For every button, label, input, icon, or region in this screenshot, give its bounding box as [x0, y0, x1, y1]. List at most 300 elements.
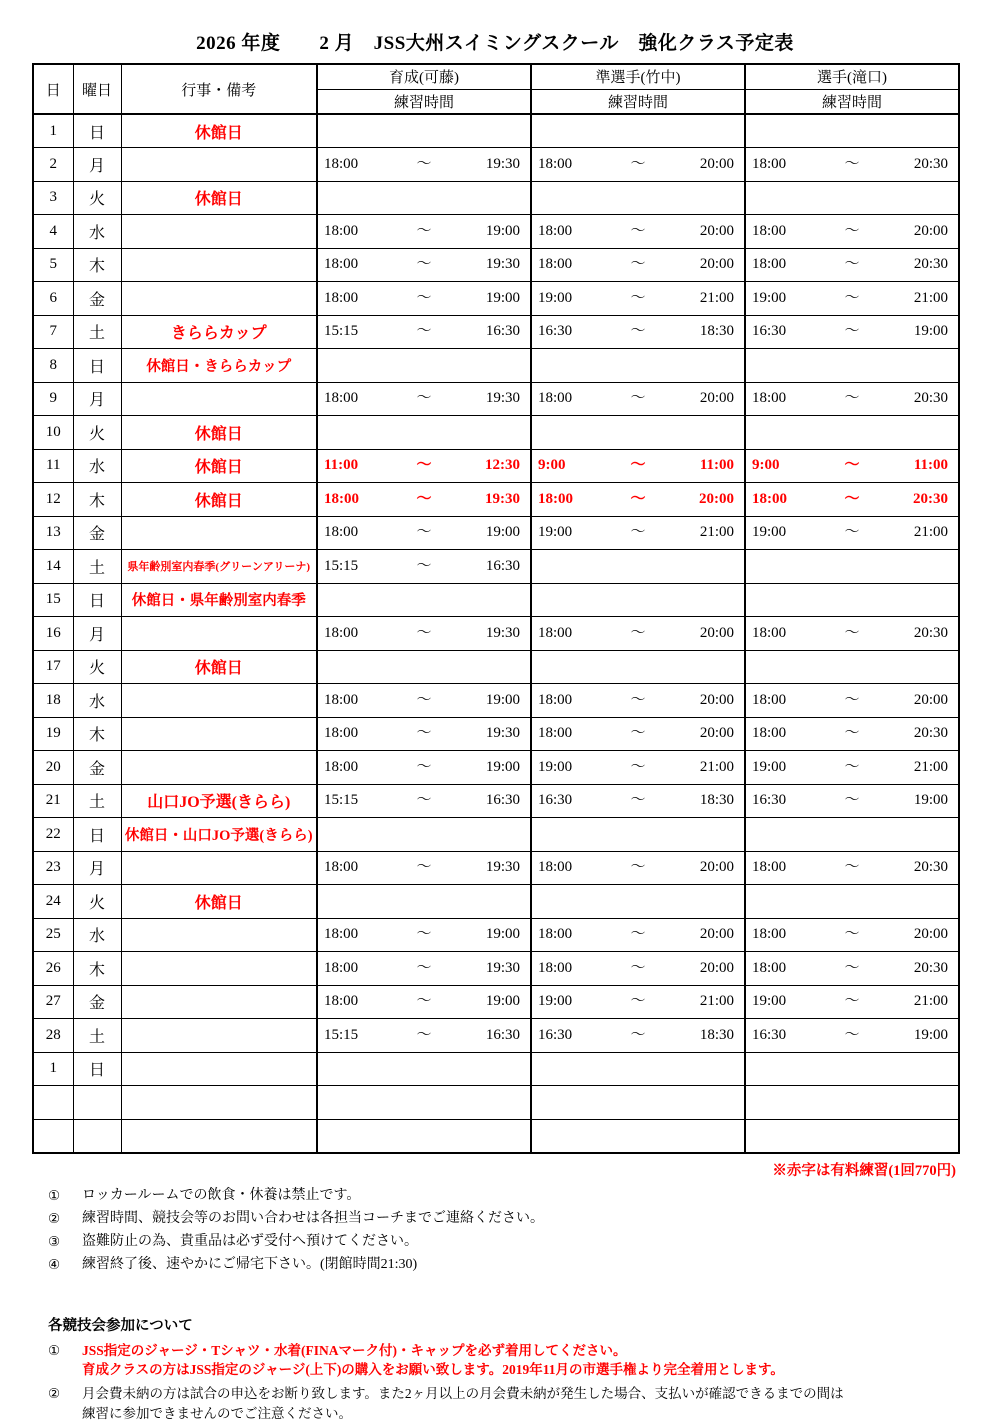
cell-day: 4 — [33, 215, 73, 249]
time-range-separator: ～ — [416, 323, 432, 340]
cell-weekday: 日 — [73, 349, 121, 383]
cell-practice-time-class-2 — [531, 784, 745, 818]
cell-practice-time-class-2 — [531, 550, 745, 584]
table-row — [33, 114, 959, 148]
cell-event-note — [121, 1086, 317, 1120]
cell-weekday: 土 — [73, 784, 121, 818]
time-end: 20:00 — [699, 256, 734, 273]
cell-day: 15 — [33, 583, 73, 617]
cell-practice-time-class-2 — [531, 684, 745, 718]
time-start: 18:00 — [752, 256, 787, 273]
cell-practice-time-class-2 — [531, 751, 745, 785]
time-start: 18:00 — [752, 959, 787, 976]
cell-practice-time-class-3 — [745, 315, 959, 349]
cell-day: 14 — [33, 550, 73, 584]
table-row — [33, 516, 959, 550]
cell-day: 9 — [33, 382, 73, 416]
time-end: 19:00 — [913, 792, 948, 809]
cell-practice-time-class-1 — [317, 416, 531, 450]
schedule-table — [32, 63, 960, 1154]
cell-practice-time-class-1 — [317, 751, 531, 785]
time-end: 20:00 — [699, 222, 734, 239]
column-header-class-2-sub: 練習時間 — [531, 89, 745, 114]
time-end: 20:30 — [913, 256, 948, 273]
time-end: 21:00 — [913, 289, 948, 306]
cell-weekday: 金 — [73, 985, 121, 1019]
cell-weekday: 月 — [73, 382, 121, 416]
cell-practice-time-class-2 — [531, 583, 745, 617]
time-end: 16:30 — [485, 1026, 520, 1043]
cell-day: 23 — [33, 851, 73, 885]
cell-practice-time-class-3 — [745, 952, 959, 986]
cell-day: 7 — [33, 315, 73, 349]
cell-practice-time-class-1 — [317, 483, 531, 517]
time-end: 20:30 — [913, 155, 948, 172]
time-start: 18:00 — [324, 256, 359, 273]
time-end: 19:30 — [485, 155, 520, 172]
cell-practice-time-class-3 — [745, 717, 959, 751]
time-end: 19:30 — [485, 725, 520, 742]
cell-practice-time-class-2 — [531, 416, 745, 450]
table-header — [33, 64, 959, 114]
time-start: 19:00 — [752, 993, 787, 1010]
cell-practice-time-class-2 — [531, 1052, 745, 1086]
cell-weekday: 火 — [73, 650, 121, 684]
cell-weekday: 水 — [73, 918, 121, 952]
time-range-separator: ～ — [844, 155, 860, 172]
cell-practice-time-class-2 — [531, 181, 745, 215]
cell-weekday: 土 — [73, 550, 121, 584]
cell-practice-time-class-2 — [531, 449, 745, 483]
note-text: ロッカールームでの飲食・休養は禁止です。 — [82, 1187, 361, 1203]
cell-event-note — [121, 148, 317, 182]
time-start: 16:30 — [752, 1026, 787, 1043]
time-start: 19:00 — [538, 524, 573, 541]
table-row — [33, 1086, 959, 1120]
time-start: 18:00 — [324, 993, 359, 1010]
time-start: 18:00 — [752, 725, 787, 742]
cell-practice-time-class-2 — [531, 349, 745, 383]
time-range-separator: ～ — [630, 323, 646, 340]
time-range-separator: ～ — [416, 155, 432, 172]
time-start: 18:00 — [752, 859, 787, 876]
column-header-class-3-name: 選手(滝口) — [745, 64, 959, 89]
cell-practice-time-class-2 — [531, 248, 745, 282]
table-row — [33, 851, 959, 885]
table-row — [33, 1019, 959, 1053]
cell-weekday: 水 — [73, 684, 121, 718]
table-row — [33, 650, 959, 684]
cell-practice-time-class-1 — [317, 617, 531, 651]
time-end: 19:00 — [485, 758, 520, 775]
cell-weekday: 木 — [73, 952, 121, 986]
time-start: 19:00 — [752, 524, 787, 541]
time-end: 20:00 — [699, 155, 734, 172]
time-end: 21:00 — [913, 758, 948, 775]
table-row — [33, 449, 959, 483]
cell-practice-time-class-3 — [745, 516, 959, 550]
cell-event-note — [121, 248, 317, 282]
time-start: 11:00 — [324, 457, 359, 474]
cell-event-note: 休館日 — [121, 416, 317, 450]
time-start: 18:00 — [324, 490, 359, 507]
cell-practice-time-class-2 — [531, 148, 745, 182]
time-end: 20:00 — [699, 926, 734, 943]
time-end: 20:00 — [699, 390, 734, 407]
cell-weekday: 木 — [73, 717, 121, 751]
cell-weekday: 日 — [73, 818, 121, 852]
table-row — [33, 248, 959, 282]
time-range-separator: ～ — [844, 490, 860, 507]
time-start: 19:00 — [752, 289, 787, 306]
cell-practice-time-class-3 — [745, 181, 959, 215]
competition-item-number: ② — [48, 1386, 61, 1401]
time-start: 18:00 — [752, 691, 787, 708]
time-range-separator: ～ — [416, 289, 432, 306]
cell-day: 19 — [33, 717, 73, 751]
time-range-separator: ～ — [416, 490, 432, 507]
column-header-event: 行事・備考 — [121, 64, 317, 114]
cell-event-note — [121, 918, 317, 952]
column-header-weekday: 曜日 — [73, 64, 121, 114]
time-start: 18:00 — [752, 222, 787, 239]
cell-weekday: 火 — [73, 885, 121, 919]
cell-practice-time-class-2 — [531, 885, 745, 919]
note-item — [48, 1234, 990, 1250]
time-range-separator: ～ — [416, 792, 432, 809]
time-range-separator: ～ — [416, 256, 432, 273]
cell-event-note: 休館日・山口JO予選(きらら) — [121, 818, 317, 852]
cell-event-note — [121, 751, 317, 785]
cell-weekday: 木 — [73, 248, 121, 282]
time-start: 18:00 — [752, 490, 787, 507]
time-end: 20:00 — [913, 222, 948, 239]
time-range-separator: ～ — [844, 792, 860, 809]
cell-weekday: 月 — [73, 851, 121, 885]
time-end: 19:00 — [485, 691, 520, 708]
cell-practice-time-class-3 — [745, 818, 959, 852]
time-end: 21:00 — [913, 524, 948, 541]
table-row — [33, 181, 959, 215]
cell-day: 11 — [33, 449, 73, 483]
time-end: 19:00 — [485, 289, 520, 306]
note-text: 練習時間、競技会等のお問い合わせは各担当コーチまでご連絡ください。 — [82, 1210, 544, 1226]
time-start: 19:00 — [538, 758, 573, 775]
time-end: 21:00 — [699, 289, 734, 306]
competition-item-number: ① — [48, 1342, 61, 1358]
note-text: 練習終了後、速やかにご帰宅下さい。(閉館時間21:30) — [82, 1256, 418, 1272]
competition-item-body — [82, 1341, 784, 1380]
time-start: 18:00 — [538, 256, 573, 273]
time-end: 11:00 — [913, 457, 948, 474]
cell-practice-time-class-1 — [317, 784, 531, 818]
time-range-separator: ～ — [630, 524, 646, 541]
time-end: 19:30 — [485, 256, 520, 273]
time-range-separator: ～ — [844, 725, 860, 742]
table-row — [33, 315, 959, 349]
cell-practice-time-class-1 — [317, 1052, 531, 1086]
cell-practice-time-class-1 — [317, 248, 531, 282]
time-start: 18:00 — [752, 624, 787, 641]
time-range-separator: ～ — [630, 624, 646, 641]
time-start: 18:00 — [538, 222, 573, 239]
cell-day: 28 — [33, 1019, 73, 1053]
table-row — [33, 382, 959, 416]
cell-practice-time-class-2 — [531, 851, 745, 885]
time-start: 18:00 — [324, 926, 359, 943]
cell-day: 27 — [33, 985, 73, 1019]
cell-practice-time-class-3 — [745, 382, 959, 416]
table-row — [33, 751, 959, 785]
time-range-separator: ～ — [844, 926, 860, 943]
column-header-day: 日 — [33, 64, 73, 114]
cell-event-note — [121, 851, 317, 885]
cell-practice-time-class-3 — [745, 617, 959, 651]
cell-practice-time-class-3 — [745, 349, 959, 383]
cell-practice-time-class-2 — [531, 1119, 745, 1153]
table-row — [33, 617, 959, 651]
cell-practice-time-class-1 — [317, 650, 531, 684]
cell-practice-time-class-3 — [745, 1086, 959, 1120]
time-range-separator: ～ — [844, 959, 860, 976]
table-row — [33, 282, 959, 316]
time-end: 20:00 — [699, 725, 734, 742]
note-number: ① — [48, 1187, 61, 1203]
cell-practice-time-class-1 — [317, 1119, 531, 1153]
time-start: 18:00 — [538, 959, 573, 976]
cell-practice-time-class-3 — [745, 449, 959, 483]
cell-practice-time-class-2 — [531, 282, 745, 316]
time-range-separator: ～ — [844, 691, 860, 708]
cell-practice-time-class-1 — [317, 918, 531, 952]
time-end: 20:00 — [699, 691, 734, 708]
time-range-separator: ～ — [630, 926, 646, 943]
cell-event-note: 休館日 — [121, 650, 317, 684]
time-start: 18:00 — [538, 490, 573, 507]
time-end: 20:00 — [913, 691, 948, 708]
cell-practice-time-class-3 — [745, 1119, 959, 1153]
time-range-separator: ～ — [630, 725, 646, 742]
cell-weekday: 月 — [73, 617, 121, 651]
time-end: 19:00 — [485, 993, 520, 1010]
cell-day: 17 — [33, 650, 73, 684]
cell-day: 12 — [33, 483, 73, 517]
time-range-separator: ～ — [630, 390, 646, 407]
time-end: 20:30 — [913, 490, 948, 507]
time-range-separator: ～ — [844, 323, 860, 340]
cell-practice-time-class-1 — [317, 215, 531, 249]
time-range-separator: ～ — [630, 792, 646, 809]
time-range-separator: ～ — [630, 289, 646, 306]
cell-event-note — [121, 1052, 317, 1086]
time-start: 16:30 — [752, 792, 787, 809]
cell-practice-time-class-2 — [531, 315, 745, 349]
cell-event-note — [121, 684, 317, 718]
time-start: 18:00 — [538, 390, 573, 407]
time-range-separator: ～ — [416, 222, 432, 239]
cell-practice-time-class-1 — [317, 516, 531, 550]
time-range-separator: ～ — [844, 1026, 860, 1043]
cell-day: 1 — [33, 114, 73, 148]
cell-day: 16 — [33, 617, 73, 651]
table-row — [33, 349, 959, 383]
time-range-separator: ～ — [630, 256, 646, 273]
time-end: 12:30 — [485, 457, 520, 474]
cell-practice-time-class-2 — [531, 952, 745, 986]
cell-event-note — [121, 717, 317, 751]
time-start: 18:00 — [538, 155, 573, 172]
column-header-class-3-sub: 練習時間 — [745, 89, 959, 114]
table-row — [33, 583, 959, 617]
time-start: 18:00 — [752, 926, 787, 943]
time-start: 18:00 — [752, 155, 787, 172]
time-end: 19:30 — [485, 390, 520, 407]
cell-practice-time-class-1 — [317, 684, 531, 718]
time-range-separator: ～ — [416, 557, 432, 574]
time-start: 19:00 — [538, 289, 573, 306]
time-start: 18:00 — [324, 222, 359, 239]
cell-practice-time-class-2 — [531, 1086, 745, 1120]
competition-item-body — [82, 1384, 844, 1423]
note-text: 盗難防止の為、貴重品は必ず受付へ預けてください。 — [82, 1233, 418, 1249]
cell-weekday: 土 — [73, 1019, 121, 1053]
cell-practice-time-class-1 — [317, 148, 531, 182]
page-title: 2026 年度 2 月 JSS大州スイミングスクール 強化クラス予定表 — [196, 33, 794, 54]
time-range-separator: ～ — [630, 222, 646, 239]
time-start: 16:30 — [538, 792, 573, 809]
table-row — [33, 1052, 959, 1086]
cell-practice-time-class-2 — [531, 717, 745, 751]
time-range-separator: ～ — [416, 1026, 432, 1043]
cell-practice-time-class-3 — [745, 851, 959, 885]
column-header-class-2-name: 準選手(竹中) — [531, 64, 745, 89]
cell-event-note: 山口JO予選(きらら) — [121, 784, 317, 818]
general-notes-list — [0, 1180, 990, 1273]
cell-practice-time-class-3 — [745, 985, 959, 1019]
cell-practice-time-class-1 — [317, 1019, 531, 1053]
competition-items — [48, 1341, 990, 1423]
time-end: 19:30 — [485, 624, 520, 641]
time-start: 15:15 — [324, 792, 359, 809]
cell-weekday: 金 — [73, 282, 121, 316]
cell-practice-time-class-3 — [745, 784, 959, 818]
cell-day — [33, 1086, 73, 1120]
time-start: 15:15 — [324, 1026, 359, 1043]
cell-event-note — [121, 985, 317, 1019]
time-end: 18:30 — [699, 1026, 734, 1043]
competition-item — [48, 1384, 990, 1423]
time-end: 19:00 — [913, 323, 948, 340]
cell-practice-time-class-1 — [317, 1086, 531, 1120]
cell-practice-time-class-1 — [317, 550, 531, 584]
time-range-separator: ～ — [416, 993, 432, 1010]
time-end: 16:30 — [485, 323, 520, 340]
time-range-separator: ～ — [630, 959, 646, 976]
cell-weekday: 日 — [73, 1052, 121, 1086]
note-number: ③ — [48, 1233, 61, 1249]
cell-practice-time-class-1 — [317, 382, 531, 416]
cell-practice-time-class-3 — [745, 684, 959, 718]
cell-weekday: 木 — [73, 483, 121, 517]
cell-practice-time-class-2 — [531, 516, 745, 550]
time-end: 21:00 — [913, 993, 948, 1010]
time-range-separator: ～ — [416, 959, 432, 976]
cell-event-note: 休館日・県年齢別室内春季 — [121, 583, 317, 617]
cell-event-note: 休館日 — [121, 483, 317, 517]
cell-weekday: 水 — [73, 449, 121, 483]
cell-event-note — [121, 516, 317, 550]
cell-practice-time-class-1 — [317, 114, 531, 148]
time-range-separator: ～ — [416, 390, 432, 407]
time-range-separator: ～ — [844, 524, 860, 541]
cell-day: 22 — [33, 818, 73, 852]
table-row — [33, 784, 959, 818]
time-start: 18:00 — [538, 691, 573, 708]
time-start: 16:30 — [538, 323, 573, 340]
time-start: 18:00 — [752, 390, 787, 407]
time-start: 15:15 — [324, 557, 359, 574]
cell-day: 2 — [33, 148, 73, 182]
time-end: 20:00 — [913, 926, 948, 943]
column-header-class-1-name: 育成(可藤) — [317, 64, 531, 89]
time-end: 19:00 — [485, 222, 520, 239]
time-end: 20:30 — [913, 390, 948, 407]
cell-practice-time-class-3 — [745, 483, 959, 517]
time-end: 18:30 — [699, 792, 734, 809]
table-row — [33, 684, 959, 718]
cell-weekday: 金 — [73, 751, 121, 785]
time-range-separator: ～ — [844, 457, 860, 474]
cell-event-note: 休館日 — [121, 114, 317, 148]
cell-weekday — [73, 1119, 121, 1153]
time-end: 20:30 — [913, 725, 948, 742]
cell-event-note — [121, 1019, 317, 1053]
cell-practice-time-class-2 — [531, 1019, 745, 1053]
cell-event-note: 休館日・きららカップ — [121, 349, 317, 383]
paid-practice-note: ※赤字は有料練習(1回770円) — [772, 1162, 956, 1179]
time-range-separator: ～ — [416, 758, 432, 775]
time-range-separator: ～ — [844, 222, 860, 239]
time-range-separator: ～ — [416, 457, 432, 474]
cell-day: 20 — [33, 751, 73, 785]
time-range-separator: ～ — [844, 390, 860, 407]
table-row — [33, 483, 959, 517]
table-row — [33, 985, 959, 1019]
time-range-separator: ～ — [844, 993, 860, 1010]
time-start: 18:00 — [324, 859, 359, 876]
time-end: 18:30 — [699, 323, 734, 340]
cell-practice-time-class-1 — [317, 583, 531, 617]
time-start: 19:00 — [752, 758, 787, 775]
time-start: 16:30 — [752, 323, 787, 340]
note-number: ④ — [48, 1256, 61, 1272]
time-range-separator: ～ — [844, 859, 860, 876]
cell-weekday: 金 — [73, 516, 121, 550]
cell-practice-time-class-1 — [317, 818, 531, 852]
cell-practice-time-class-2 — [531, 215, 745, 249]
competition-item-line-1: 月会費未納の方は試合の申込をお断り致します。また2ヶ月以上の月会費未納が発生した場合、支払いが確認できるまでの間は — [82, 1386, 844, 1401]
cell-practice-time-class-1 — [317, 885, 531, 919]
cell-practice-time-class-3 — [745, 583, 959, 617]
time-range-separator: ～ — [630, 993, 646, 1010]
time-start: 18:00 — [538, 624, 573, 641]
cell-practice-time-class-3 — [745, 885, 959, 919]
time-start: 18:00 — [324, 390, 359, 407]
competition-item-line-2: 育成クラスの方はJSS指定のジャージ(上下)の購入をお願い致します。2019年11月の市選手権より完全着用とします。 — [82, 1362, 784, 1378]
note-item — [48, 1211, 990, 1227]
time-end: 20:00 — [699, 490, 734, 507]
time-end: 11:00 — [699, 457, 734, 474]
